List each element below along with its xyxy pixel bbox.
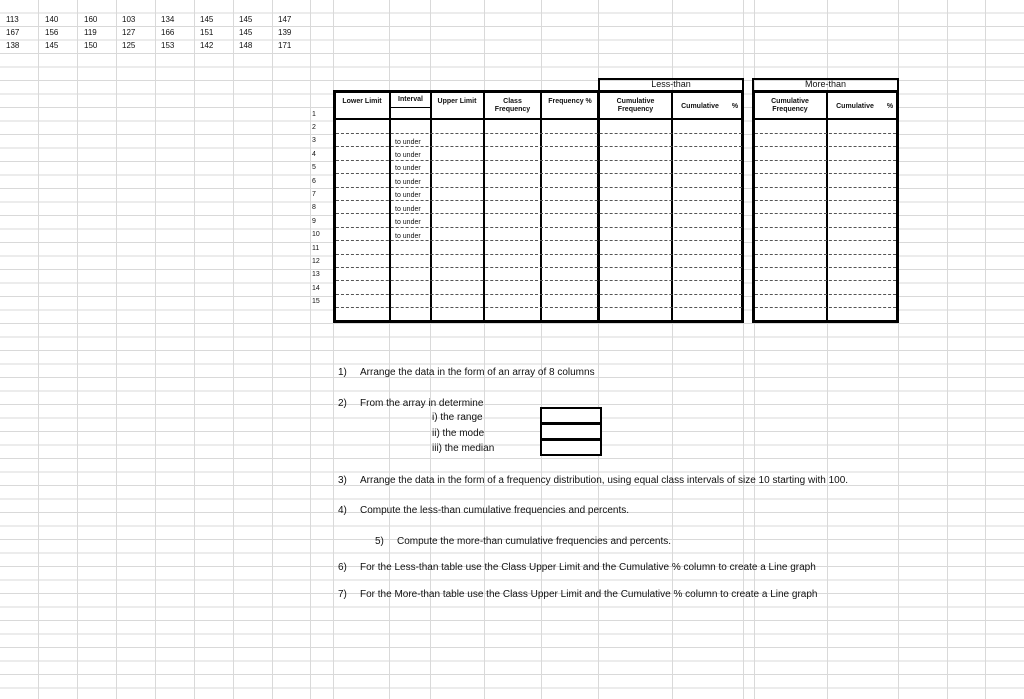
row-divider	[336, 133, 742, 134]
interval-to-under[interactable]: to under	[395, 139, 421, 146]
data-cell[interactable]: 171	[278, 41, 292, 50]
header-mt-pct: %	[886, 103, 894, 110]
row-divider	[336, 267, 742, 268]
column-divider	[389, 90, 391, 323]
header-mt-cumulative-frequency: Cumulative Frequency	[771, 98, 809, 113]
header-frequency-pct: Frequency %	[548, 98, 592, 105]
question-number: 2)	[338, 398, 347, 409]
row-number: 13	[312, 271, 320, 278]
data-cell[interactable]: 145	[239, 28, 253, 37]
header-divider	[333, 118, 744, 120]
row-number: 15	[312, 298, 320, 305]
row-number: 12	[312, 258, 320, 265]
question-text: For the Less-than table use the Class Upper Limit and the Cumulative % column to create a Line graph	[360, 562, 816, 573]
row-divider	[755, 254, 896, 255]
data-cell[interactable]: 139	[278, 28, 292, 37]
question-4[interactable]	[338, 504, 630, 517]
column-divider	[483, 90, 485, 323]
data-cell[interactable]: 119	[84, 28, 97, 37]
row-number: 4	[312, 151, 316, 158]
header-interval: Interval	[398, 96, 423, 103]
row-divider	[336, 307, 742, 308]
header-lower-limit: Lower Limit	[342, 98, 382, 105]
interval-to-under[interactable]: to under	[395, 165, 421, 172]
question-number: 5)	[375, 536, 384, 547]
data-cell[interactable]: 134	[161, 15, 175, 24]
header-lt-cumulative-frequency: Cumulative Frequency	[616, 98, 655, 113]
question-7[interactable]	[338, 588, 818, 601]
interval-to-under[interactable]: to under	[395, 233, 421, 240]
header-mt-cumulative: Cumulative	[836, 103, 874, 110]
question-number: 6)	[338, 562, 347, 573]
column-divider	[671, 90, 673, 323]
less-than-group-header[interactable]	[598, 78, 744, 90]
question-number: 7)	[338, 589, 347, 600]
data-cell[interactable]: 142	[200, 41, 214, 50]
question-number: 4)	[338, 505, 347, 516]
question-1[interactable]	[338, 366, 595, 379]
row-number: 14	[312, 285, 320, 292]
question-text: From the array in determine	[360, 398, 484, 409]
raw-data-row	[0, 26, 300, 39]
data-cell[interactable]: 127	[122, 28, 136, 37]
row-number: 6	[312, 178, 316, 185]
interval-to-under[interactable]: to under	[395, 219, 421, 226]
row-divider	[755, 267, 896, 268]
more-than-group-header[interactable]	[752, 78, 899, 90]
row-divider	[755, 240, 896, 241]
row-number: 3	[312, 137, 316, 144]
mode-answer-box[interactable]	[540, 423, 602, 440]
row-number: 10	[312, 231, 320, 238]
header-class-frequency: Class Frequency	[494, 98, 531, 113]
question-3[interactable]	[338, 474, 849, 487]
row-number: 5	[312, 164, 316, 171]
data-cell[interactable]: 147	[278, 15, 292, 24]
median-answer-box[interactable]	[540, 439, 602, 456]
data-cell[interactable]: 145	[200, 15, 214, 24]
data-cell[interactable]: 125	[122, 41, 136, 50]
row-divider	[755, 227, 896, 228]
data-cell[interactable]: 103	[122, 15, 136, 24]
row-divider	[336, 254, 742, 255]
row-number: 1	[312, 111, 316, 118]
raw-data-row	[0, 13, 300, 26]
raw-data-row	[0, 39, 300, 52]
header-upper-limit: Upper Limit	[437, 98, 477, 105]
interval-to-under[interactable]: to under	[395, 179, 421, 186]
more-than-title: More-than	[804, 79, 847, 89]
question-2-range[interactable]: i) the range	[432, 412, 483, 423]
question-2-mode[interactable]: ii) the mode	[432, 428, 485, 439]
data-cell[interactable]: 150	[84, 41, 98, 50]
data-cell[interactable]: 153	[161, 41, 175, 50]
question-2[interactable]	[338, 397, 484, 410]
range-answer-box[interactable]	[540, 407, 602, 424]
row-divider	[755, 146, 896, 147]
question-2-median[interactable]: iii) the median	[432, 443, 495, 454]
question-6[interactable]	[338, 561, 816, 574]
data-cell[interactable]: 160	[84, 15, 98, 24]
question-number: 1)	[338, 367, 347, 378]
data-cell[interactable]: 166	[161, 28, 175, 37]
question-5[interactable]	[375, 535, 672, 548]
row-number: 11	[312, 245, 320, 252]
column-divider	[597, 90, 600, 323]
data-cell[interactable]: 138	[6, 41, 20, 50]
interval-to-under[interactable]: to under	[395, 206, 421, 213]
data-cell[interactable]: 140	[45, 15, 59, 24]
column-divider	[826, 90, 828, 323]
less-than-title: Less-than	[651, 79, 691, 89]
data-cell[interactable]: 113	[6, 15, 19, 24]
row-divider	[336, 280, 742, 281]
row-divider	[755, 133, 896, 134]
row-divider	[755, 160, 896, 161]
data-cell[interactable]: 151	[200, 28, 214, 37]
data-cell[interactable]: 145	[45, 41, 59, 50]
row-number: 7	[312, 191, 316, 198]
data-cell[interactable]: 156	[45, 28, 59, 37]
interval-to-under[interactable]: to under	[395, 152, 421, 159]
row-divider	[336, 294, 742, 295]
column-divider	[540, 90, 542, 323]
row-divider	[755, 200, 896, 201]
row-divider	[755, 307, 896, 308]
row-number: 8	[312, 204, 316, 211]
data-cell[interactable]: 148	[239, 41, 253, 50]
row-divider	[755, 187, 896, 188]
row-divider	[755, 280, 896, 281]
question-text: For the More-than table use the Class Upper Limit and the Cumulative % column to create a Line graph	[360, 589, 818, 600]
interval-to-under[interactable]: to under	[395, 192, 421, 199]
row-divider	[755, 294, 896, 295]
question-text: Compute the less-than cumulative frequencies and percents.	[360, 505, 630, 516]
question-text: Compute the more-than cumulative frequencies and percents.	[397, 536, 672, 547]
header-lt-pct: %	[731, 103, 739, 110]
row-number: 9	[312, 218, 316, 225]
question-text: Arrange the data in the form of a frequency distribution, using equal class intervals of size 10 starting with 100.	[360, 475, 849, 486]
column-divider	[430, 90, 432, 323]
question-number: 3)	[338, 475, 347, 486]
question-text: Arrange the data in the form of an array of 8 columns	[360, 367, 595, 378]
data-cell[interactable]: 145	[239, 15, 253, 24]
row-divider	[755, 213, 896, 214]
row-divider	[755, 173, 896, 174]
header-lt-cumulative: Cumulative	[681, 103, 719, 110]
row-number: 2	[312, 124, 316, 131]
data-cell[interactable]: 167	[6, 28, 20, 37]
